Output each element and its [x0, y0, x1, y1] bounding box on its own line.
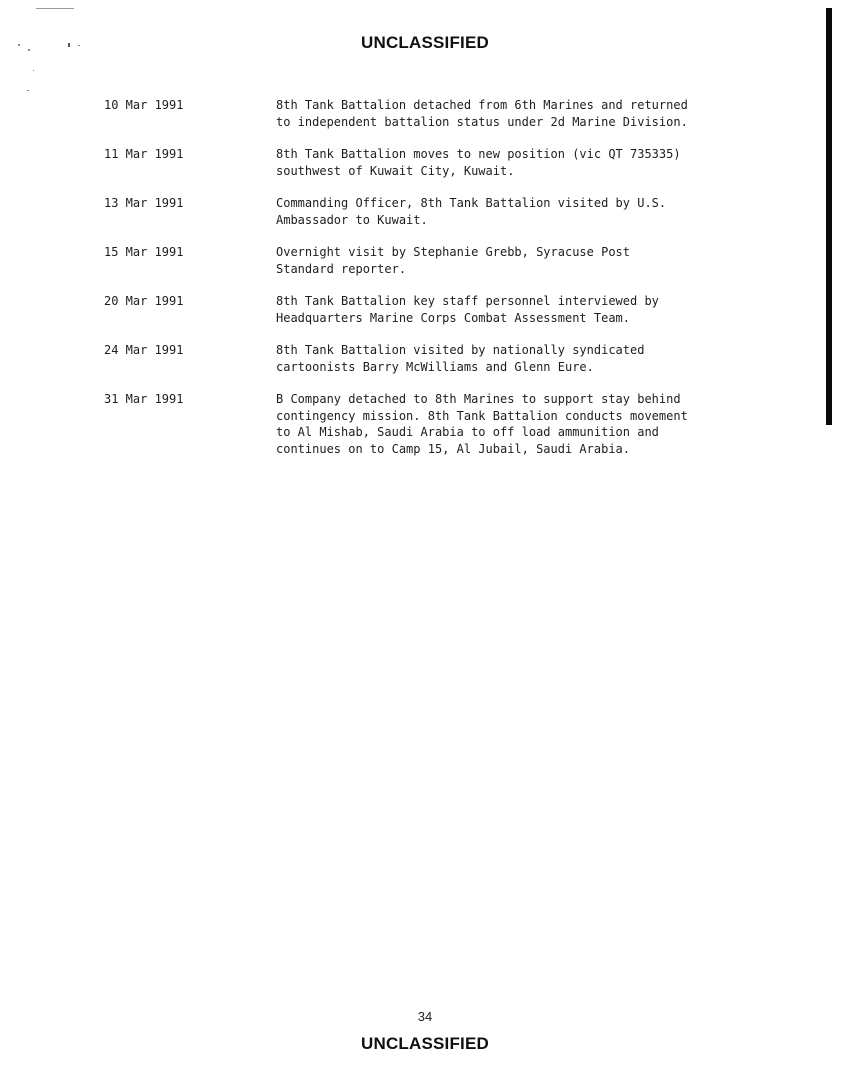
entry-date: 13 Mar 1991: [104, 196, 184, 210]
chronology-entry: [104, 391, 804, 457]
chronology-entry: [104, 244, 804, 277]
entry-text: Overnight visit by Stephanie Grebb, Syracuse Post Standard reporter.: [276, 245, 631, 276]
entry-text: 8th Tank Battalion detached from 6th Marines and returned to independent battalion status under 2d Marine Division.: [276, 98, 688, 129]
entry-text: B Company detached to 8th Marines to support stay behind contingency mission. 8th Tank Battalion conducts movement to Al Mishab, Saudi Arabia to off load ammunition and continues on to Camp 15, Al Jubail, Saudi Arabia.: [276, 392, 688, 456]
classification-header: UNCLASSIFIED: [360, 33, 490, 52]
page-number: 34: [417, 1009, 433, 1024]
entry-date: 24 Mar 1991: [104, 343, 184, 357]
chronology-entry: [104, 195, 804, 228]
entry-text: Commanding Officer, 8th Tank Battalion visited by U.S. Ambassador to Kuwait.: [276, 196, 667, 227]
scan-edge-bar: [826, 8, 832, 425]
entry-text: 8th Tank Battalion visited by nationally syndicated cartoonists Barry McWilliams and Glenn Eure.: [276, 343, 645, 374]
entry-date: 20 Mar 1991: [104, 294, 184, 308]
entry-text: 8th Tank Battalion key staff personnel interviewed by Headquarters Marine Corps Combat Assessment Team.: [276, 294, 659, 325]
entry-date: 15 Mar 1991: [104, 245, 184, 259]
chronology-entry: [104, 97, 804, 130]
entry-date: 11 Mar 1991: [104, 147, 184, 161]
chronology-entry: [104, 146, 804, 179]
classification-footer: UNCLASSIFIED: [360, 1034, 490, 1053]
chronology-list: [104, 97, 804, 473]
chronology-entry: [104, 342, 804, 375]
scan-speck: [27, 90, 29, 91]
scan-artifact-dash: [36, 8, 74, 9]
scan-speck: [33, 70, 34, 71]
chronology-entry: [104, 293, 804, 326]
entry-date: 10 Mar 1991: [104, 98, 184, 112]
entry-text: 8th Tank Battalion moves to new position (vic QT 735335) southwest of Kuwait City, Kuwait.: [276, 147, 681, 178]
entry-date: 31 Mar 1991: [104, 392, 184, 406]
